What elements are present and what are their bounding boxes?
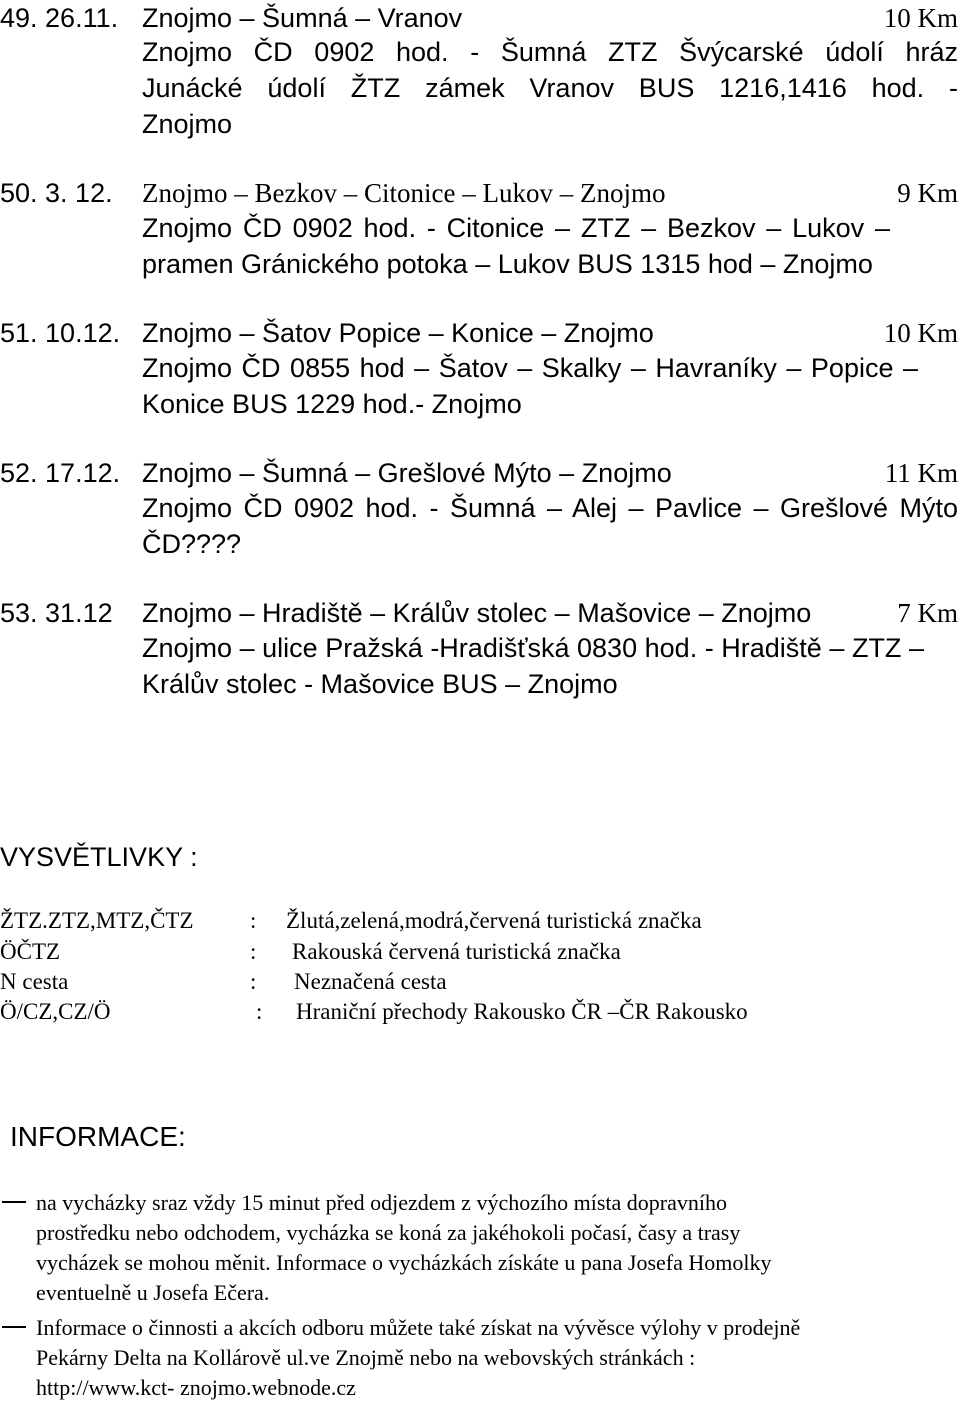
info-line: eventuelně u Josefa Ečera. xyxy=(36,1280,270,1305)
walk-distance: 11 Km xyxy=(884,458,958,488)
legend-abbr: ÖČTZ xyxy=(0,939,61,964)
walk-route-line: Junácké údolí ŽTZ zámek Vranov BUS 1216,1416 hod. - xyxy=(142,73,958,103)
walk-number: 51. 10.12. xyxy=(0,318,121,348)
info-line: Informace o činnosti a akcích odboru můžete také získat na vývěsce výlohy v prodejně xyxy=(36,1315,801,1340)
legend-colon: : xyxy=(256,999,263,1024)
legend-abbr: ŽTZ.ZTZ,MTZ,ČTZ xyxy=(0,908,194,933)
walk-number: 50. 3. 12. xyxy=(0,178,113,208)
walk-number: 49. 26.11. xyxy=(0,3,119,33)
dash-bullet-icon xyxy=(2,1201,26,1203)
walk-title: Znojmo – Bezkov – Citonice – Lukov – Znojmo xyxy=(142,178,666,208)
walk-title: Znojmo – Šumná – Vranov xyxy=(142,3,463,33)
walk-route-line: Znojmo ČD 0902 hod. - Šumná ZTZ Švýcarské údolí hráz xyxy=(142,37,958,67)
walk-distance: 10 Km xyxy=(883,3,958,33)
info-text xyxy=(36,1188,958,1308)
walk-route-line: Znojmo ČD 0902 hod. - Citonice – ZTZ – Bezkov – Lukov – xyxy=(142,213,890,243)
legend-desc: Žlutá,zelená,modrá,červená turistická značka xyxy=(286,908,702,933)
info-text xyxy=(36,1313,958,1403)
info-heading: INFORMACE: xyxy=(10,1121,186,1152)
dash-bullet-icon xyxy=(2,1326,26,1328)
walk-route-line: Králův stolec - Mašovice BUS – Znojmo xyxy=(142,669,618,699)
walk-route-line: Konice BUS 1229 hod.- Znojmo xyxy=(142,389,522,419)
walk-distance: 7 Km xyxy=(897,598,958,628)
walk-distance: 9 Km xyxy=(897,178,958,208)
info-line: na vycházky sraz vždy 15 minut před odjezdem z výchozího místa dopravního xyxy=(36,1190,727,1215)
legend-colon: : xyxy=(250,908,257,933)
legend-desc: Rakouská červená turistická značka xyxy=(292,939,621,964)
walk-route-line: Znojmo – ulice Pražská -Hradišťská 0830 hod. - Hradiště – ZTZ – xyxy=(142,633,924,663)
info-line: prostředku nebo odchodem, vycházka se koná za jakéhokoli počasí, časy a trasy xyxy=(36,1220,741,1245)
legend-colon: : xyxy=(250,969,257,994)
legend-desc: Neznačená cesta xyxy=(294,969,447,994)
walk-route-line: pramen Gránického potoka – Lukov BUS 1315 hod – Znojmo xyxy=(142,249,873,279)
walk-route-line: ČD???? xyxy=(142,529,242,559)
legend-heading: VYSVĚTLIVKY : xyxy=(0,842,198,872)
walk-route-line: Znojmo ČD 0855 hod – Šatov – Skalky – Havraníky – Popice – xyxy=(142,353,918,383)
walk-distance: 10 Km xyxy=(883,318,958,348)
walk-number: 52. 17.12. xyxy=(0,458,121,488)
info-link[interactable]: http://www.kct- znojmo.webnode.cz xyxy=(36,1375,356,1400)
info-line: Pekárny Delta na Kollárově ul.ve Znojmě nebo na webovských stránkách : xyxy=(36,1345,696,1370)
walk-route-line: Znojmo ČD 0902 hod. - Šumná – Alej – Pavlice – Grešlové Mýto xyxy=(142,493,958,523)
walk-number: 53. 31.12 xyxy=(0,598,113,628)
legend-desc: Hraniční přechody Rakousko ČR –ČR Rakousko xyxy=(296,999,748,1024)
info-line: vycházek se mohou měnit. Informace o vycházkách získáte u pana Josefa Homolky xyxy=(36,1250,772,1275)
legend-colon: : xyxy=(250,939,257,964)
walk-title: Znojmo – Hradiště – Králův stolec – Mašovice – Znojmo xyxy=(142,598,812,628)
legend-abbr: Ö/CZ,CZ/Ö xyxy=(0,999,111,1024)
walk-title: Znojmo – Šatov Popice – Konice – Znojmo xyxy=(142,318,654,348)
walk-title: Znojmo – Šumná – Grešlové Mýto – Znojmo xyxy=(142,458,672,488)
walk-route-line: Znojmo xyxy=(142,109,233,139)
legend-abbr: N cesta xyxy=(0,969,69,994)
